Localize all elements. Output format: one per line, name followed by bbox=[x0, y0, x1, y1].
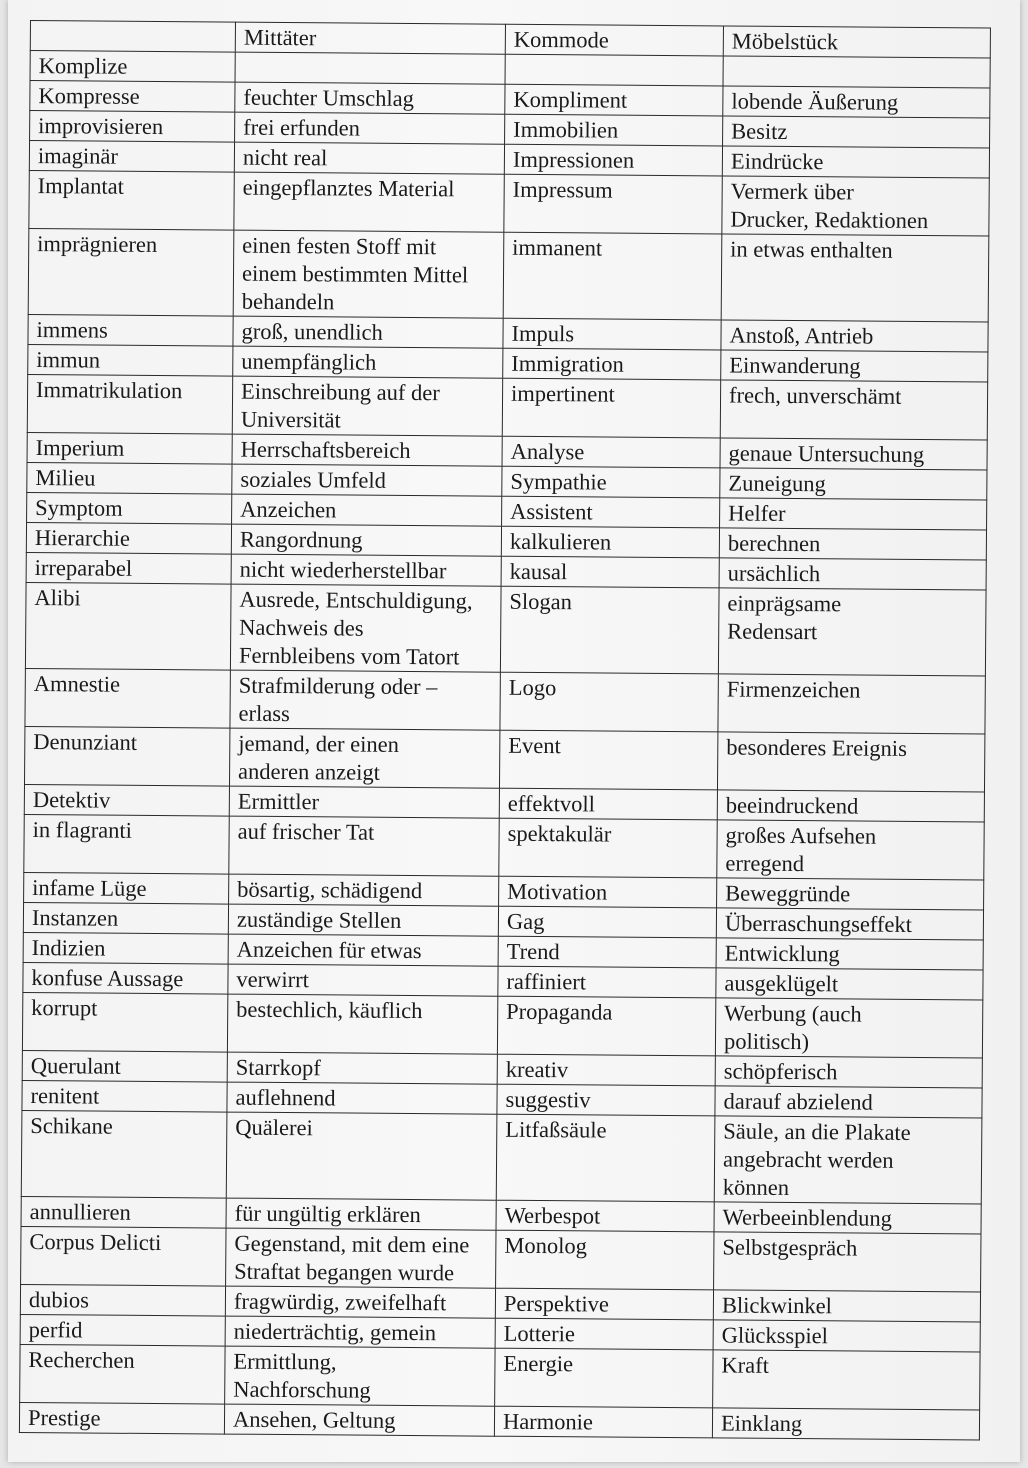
term-cell bbox=[505, 54, 723, 86]
definition-cell: besonderes Ereignis bbox=[717, 732, 984, 792]
term-cell: immun bbox=[28, 344, 233, 376]
term-cell: kreativ bbox=[497, 1054, 715, 1086]
term-cell: renitent bbox=[22, 1080, 227, 1112]
definition-cell: beeindruckend bbox=[717, 790, 984, 822]
table-row bbox=[29, 170, 989, 236]
term-cell: Querulant bbox=[22, 1050, 227, 1082]
term-cell: Event bbox=[499, 730, 717, 790]
vocabulary-table bbox=[19, 20, 991, 1441]
definition-cell: Blickwinkel bbox=[713, 1290, 980, 1322]
definition-cell: Vermerk über Drucker, Redaktionen bbox=[722, 176, 989, 236]
document-page bbox=[8, 0, 1020, 1462]
definition-cell bbox=[235, 52, 505, 84]
definition-cell: zuständige Stellen bbox=[228, 904, 498, 936]
definition-cell: Selbstgespräch bbox=[714, 1232, 981, 1292]
definition-cell: Besitz bbox=[723, 116, 990, 148]
definition-cell: Überraschungseffekt bbox=[716, 908, 983, 940]
definition-cell: Einklang bbox=[712, 1408, 979, 1440]
term-cell: improvisieren bbox=[30, 111, 235, 143]
term-cell: raffiniert bbox=[498, 966, 716, 998]
definition-cell: Werbeeinblendung bbox=[714, 1202, 981, 1234]
term-cell: Lotterie bbox=[495, 1318, 713, 1350]
term-cell: Kompresse bbox=[30, 81, 235, 113]
definition-cell: lobende Äußerung bbox=[723, 86, 990, 118]
table-row bbox=[27, 374, 987, 440]
term-cell: konfuse Aussage bbox=[23, 962, 228, 994]
definition-cell: Mittäter bbox=[235, 22, 505, 54]
table-row bbox=[21, 1110, 982, 1204]
definition-cell: eingepflanztes Material bbox=[234, 172, 504, 232]
definition-cell: genaue Untersuchung bbox=[720, 438, 987, 470]
term-cell: Gag bbox=[498, 906, 716, 938]
table-row bbox=[25, 668, 985, 734]
term-cell: Prestige bbox=[19, 1402, 224, 1434]
table-row bbox=[25, 582, 986, 676]
definition-cell: Eindrücke bbox=[722, 146, 989, 178]
term-cell: korrupt bbox=[22, 992, 227, 1052]
term-cell: Kompliment bbox=[505, 84, 723, 116]
term-cell: Slogan bbox=[500, 586, 719, 674]
definition-cell: Anzeichen für etwas bbox=[228, 934, 498, 966]
term-cell: impertinent bbox=[502, 378, 720, 438]
definition-cell: soziales Umfeld bbox=[232, 464, 502, 496]
term-cell: Indizien bbox=[23, 932, 228, 964]
definition-cell: Herrschaftsbereich bbox=[232, 434, 502, 466]
definition-cell: Glücksspiel bbox=[713, 1320, 980, 1352]
definition-cell: Ermittler bbox=[229, 786, 499, 818]
term-cell: annullieren bbox=[21, 1196, 226, 1228]
term-cell: Imperium bbox=[27, 432, 232, 464]
term-cell: Sympathie bbox=[502, 466, 720, 498]
definition-cell: ursächlich bbox=[719, 558, 986, 590]
term-cell: suggestiv bbox=[497, 1084, 715, 1116]
definition-cell: Starrkopf bbox=[227, 1052, 497, 1084]
definition-cell: einprägsame Redensart bbox=[718, 588, 986, 676]
definition-cell: ausgeklügelt bbox=[716, 968, 983, 1000]
vocabulary-sheet bbox=[19, 20, 990, 1440]
term-cell: Trend bbox=[498, 936, 716, 968]
term-cell: Komplize bbox=[30, 51, 235, 83]
term-cell: Motivation bbox=[499, 876, 717, 908]
term-cell: kausal bbox=[501, 556, 719, 588]
definition-cell: feuchter Umschlag bbox=[235, 82, 505, 114]
term-cell: Schikane bbox=[21, 1110, 227, 1198]
table-row bbox=[19, 1402, 979, 1440]
term-cell: perfid bbox=[20, 1314, 225, 1346]
definition-cell: Ermittlung, Nachforschung bbox=[225, 1346, 495, 1406]
term-cell: Alibi bbox=[25, 582, 231, 670]
definition-cell: frei erfunden bbox=[235, 112, 505, 144]
definition-cell: Beweggründe bbox=[717, 878, 984, 910]
definition-cell: Säule, an die Plakate angebracht werden können bbox=[714, 1116, 982, 1204]
definition-cell: darauf abzielend bbox=[715, 1086, 982, 1118]
table-row bbox=[28, 228, 989, 322]
term-cell: Recherchen bbox=[20, 1344, 225, 1404]
term-cell: Monolog bbox=[496, 1230, 714, 1290]
definition-cell: einen festen Stoff mit einem bestimmten Mittel behandeln bbox=[233, 230, 504, 318]
term-cell: Immigration bbox=[503, 348, 721, 380]
definition-cell: Entwicklung bbox=[716, 938, 983, 970]
term-cell: Impuls bbox=[503, 318, 721, 350]
term-cell: Perspektive bbox=[495, 1288, 713, 1320]
term-cell: Instanzen bbox=[23, 902, 228, 934]
definition-cell: Zuneigung bbox=[720, 468, 987, 500]
term-cell: Hierarchie bbox=[26, 522, 231, 554]
term-cell: Litfaßsäule bbox=[496, 1114, 715, 1202]
term-cell: imprägnieren bbox=[28, 228, 234, 316]
definition-cell: jemand, der einen anderen anzeigt bbox=[229, 728, 499, 788]
definition-cell: frech, unverschämt bbox=[720, 380, 987, 440]
term-cell: Harmonie bbox=[494, 1406, 712, 1438]
term-cell: Energie bbox=[495, 1348, 713, 1408]
term-cell: Milieu bbox=[27, 462, 232, 494]
definition-cell: Rangordnung bbox=[231, 524, 501, 556]
term-cell: Amnestie bbox=[25, 668, 230, 728]
definition-cell: berechnen bbox=[719, 528, 986, 560]
term-cell: Symptom bbox=[27, 492, 232, 524]
term-cell: infame Lüge bbox=[24, 872, 229, 904]
definition-cell: Strafmilderung oder – erlass bbox=[230, 670, 500, 730]
definition-cell: Einwanderung bbox=[721, 350, 988, 382]
definition-cell: Ausrede, Entschuldigung, Nachweis des Fernbleibens vom Tatort bbox=[230, 584, 501, 672]
vocabulary-table-body bbox=[19, 21, 990, 1440]
term-cell: Immobilien bbox=[505, 114, 723, 146]
definition-cell: bösartig, schädigend bbox=[229, 874, 499, 906]
term-cell: Impressum bbox=[504, 174, 722, 234]
definition-cell bbox=[723, 56, 990, 88]
definition-cell: unempfänglich bbox=[233, 346, 503, 378]
definition-cell: schöpferisch bbox=[715, 1056, 982, 1088]
definition-cell: groß, unendlich bbox=[233, 316, 503, 348]
definition-cell: niederträchtig, gemein bbox=[225, 1316, 495, 1348]
definition-cell: bestechlich, käuflich bbox=[227, 994, 497, 1054]
table-row bbox=[24, 814, 984, 880]
definition-cell: nicht wiederherstellbar bbox=[231, 554, 501, 586]
term-cell: effektvoll bbox=[499, 788, 717, 820]
term-cell: Impressionen bbox=[504, 144, 722, 176]
definition-cell: auf frischer Tat bbox=[229, 816, 499, 876]
definition-cell: Quälerei bbox=[226, 1112, 497, 1200]
definition-cell: Helfer bbox=[720, 498, 987, 530]
table-row bbox=[22, 992, 982, 1058]
definition-cell: fragwürdig, zweifelhaft bbox=[225, 1286, 495, 1318]
definition-cell: Werbung (auch politisch) bbox=[715, 998, 982, 1058]
term-cell: Kommode bbox=[505, 24, 723, 56]
definition-cell: Anzeichen bbox=[232, 494, 502, 526]
definition-cell: Firmenzeichen bbox=[718, 674, 985, 734]
definition-cell: Einschreibung auf der Universität bbox=[232, 376, 502, 436]
term-cell: kalkulieren bbox=[501, 526, 719, 558]
term-cell: in flagranti bbox=[24, 814, 229, 874]
term-cell: spektakulär bbox=[499, 818, 717, 878]
definition-cell: Anstoß, Antrieb bbox=[721, 320, 988, 352]
definition-cell: Gegenstand, mit dem eine Straftat begangen wurde bbox=[226, 1228, 496, 1288]
definition-cell: in etwas enthalten bbox=[721, 234, 989, 322]
table-row bbox=[20, 1344, 980, 1410]
term-cell: dubios bbox=[20, 1284, 225, 1316]
table-row bbox=[24, 726, 984, 792]
term-cell: immens bbox=[28, 314, 233, 346]
term-cell: imaginär bbox=[29, 141, 234, 173]
definition-cell: nicht real bbox=[234, 142, 504, 174]
definition-cell: Möbelstück bbox=[723, 26, 990, 58]
definition-cell: auflehnend bbox=[227, 1082, 497, 1114]
term-cell: irreparabel bbox=[26, 552, 231, 584]
term-cell: Assistent bbox=[502, 496, 720, 528]
term-cell: Logo bbox=[500, 672, 718, 732]
term-cell: Corpus Delicti bbox=[21, 1226, 226, 1286]
term-cell: immanent bbox=[503, 232, 722, 320]
table-row bbox=[21, 1226, 981, 1292]
term-cell: Denunziant bbox=[24, 726, 229, 786]
definition-cell: Ansehen, Geltung bbox=[224, 1404, 494, 1436]
term-cell: Implantat bbox=[29, 170, 234, 230]
term-cell: Detektiv bbox=[24, 784, 229, 816]
definition-cell: großes Aufsehen erregend bbox=[717, 820, 984, 880]
term-cell: Immatrikulation bbox=[27, 374, 232, 434]
term-cell: Analyse bbox=[502, 436, 720, 468]
term-cell: Propaganda bbox=[497, 996, 715, 1056]
definition-cell: für ungültig erklären bbox=[226, 1198, 496, 1230]
definition-cell: verwirrt bbox=[228, 964, 498, 996]
definition-cell: Kraft bbox=[713, 1350, 980, 1410]
term-cell bbox=[30, 21, 235, 53]
term-cell: Werbespot bbox=[496, 1200, 714, 1232]
